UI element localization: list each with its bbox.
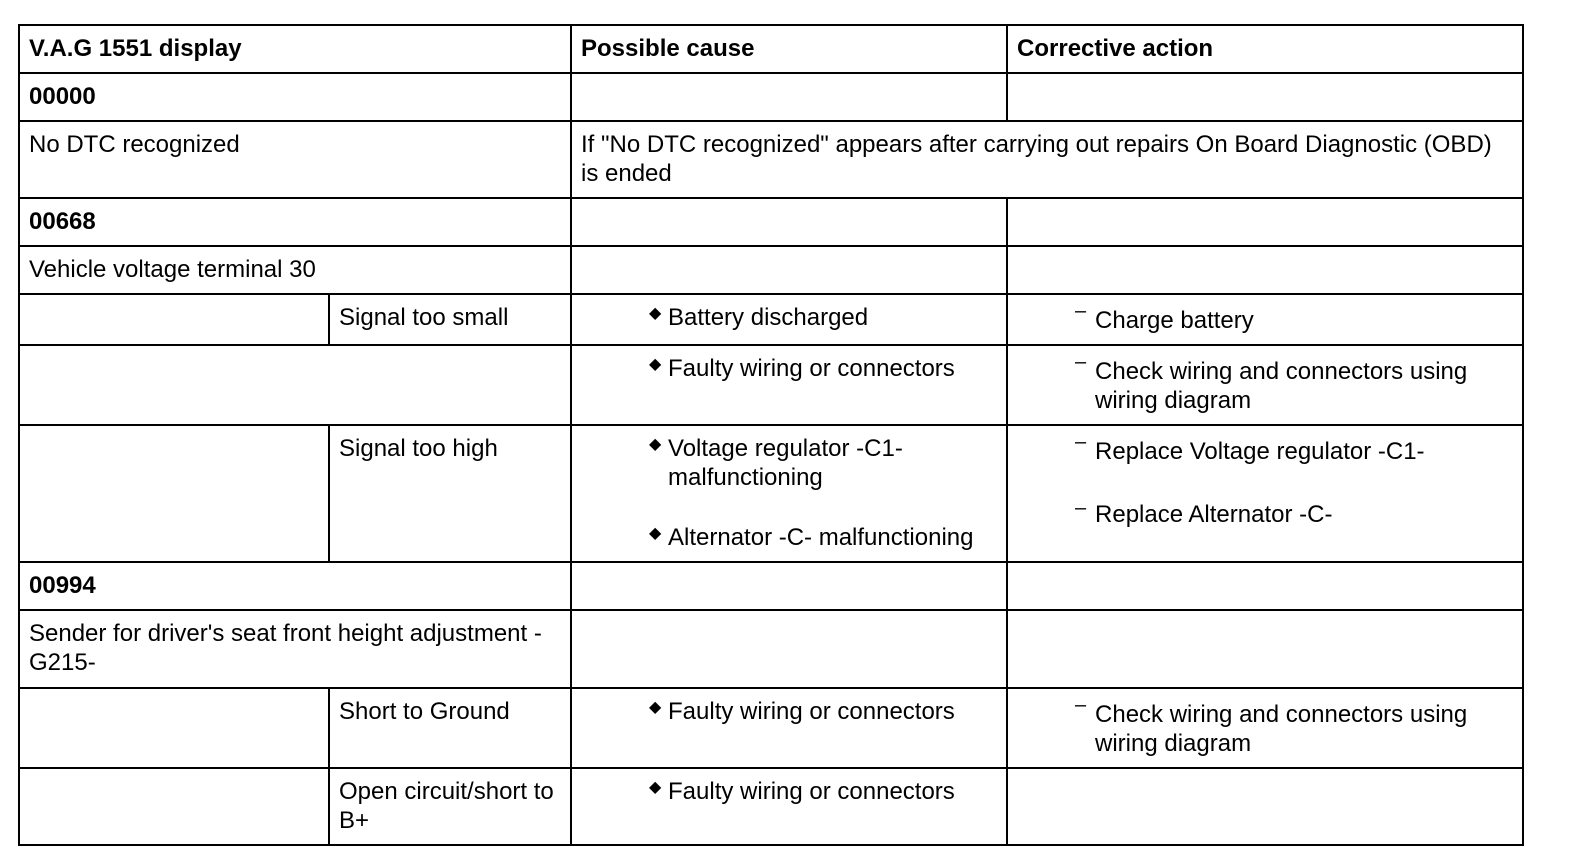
bullet-icon: ◆ [649,779,662,796]
empty-cell [19,768,329,845]
table-row [19,610,1523,688]
bullet-icon: ◆ [649,699,662,716]
dash-icon: – [1075,497,1087,519]
empty-cell [571,73,1007,121]
empty-cell [19,425,329,562]
action-cell [1007,294,1523,345]
table-row [19,768,1523,845]
empty-cell [571,246,1007,294]
empty-cell [1007,198,1523,246]
dash-icon: – [1075,431,1087,453]
bullet-icon: ◆ [649,436,662,453]
cause-item [581,434,997,492]
action-text: Replace Alternator -C- [1095,501,1333,528]
empty-cell [19,688,329,768]
action-cell [1007,425,1523,562]
fault-type: Short to Ground [329,688,571,768]
cause-text: Alternator -C- malfunctioning [668,524,974,551]
action-item [1017,497,1513,529]
cause-item [581,303,997,332]
cause-text: Battery discharged [668,304,869,331]
empty-cell [1007,73,1523,121]
action-cell [1007,345,1523,425]
dtc-code: 00994 [19,562,571,610]
empty-cell [19,345,571,425]
table-row [19,562,1523,610]
action-text: Replace Voltage regulator -C1- [1095,438,1425,465]
action-item [1017,300,1513,335]
bullet-icon: ◆ [649,525,662,542]
empty-cell [1007,246,1523,294]
cause-cell [571,294,1007,345]
cause-text: Faulty wiring or connectors [668,355,955,382]
table-row [19,246,1523,294]
empty-cell [571,610,1007,688]
dtc-description: No DTC recognized [19,121,571,198]
table-row [19,121,1523,198]
action-item [1017,431,1513,466]
cause-cell [571,345,1007,425]
header-display: V.A.G 1551 display [19,25,571,73]
dash-icon: – [1075,694,1087,716]
empty-cell [1007,768,1523,845]
fault-type: Signal too small [329,294,571,345]
table-row [19,294,1523,345]
action-text: Check wiring and connectors using wiring diagram [1095,701,1468,757]
dash-icon: – [1075,300,1087,322]
empty-cell [19,294,329,345]
dtc-description: Vehicle voltage terminal 30 [19,246,571,294]
cause-text: Faulty wiring or connectors [668,778,955,805]
fault-type: Signal too high [329,425,571,562]
dtc-table [18,24,1524,846]
action-cell [1007,688,1523,768]
bullet-icon: ◆ [649,356,662,373]
empty-cell [571,562,1007,610]
header-cause: Possible cause [571,25,1007,73]
header-row [19,25,1523,73]
dtc-description: Sender for driver's seat front height adjustment -G215- [19,610,571,688]
cause-text: Voltage regulator -C1- malfunctioning [668,435,903,491]
fault-type: Open circuit/short to B+ [329,768,571,845]
cause-item [581,697,997,726]
cause-cell [571,768,1007,845]
table-row [19,688,1523,768]
bullet-icon: ◆ [649,305,662,322]
empty-cell [1007,562,1523,610]
action-text: Charge battery [1095,307,1254,334]
table-row [19,425,1523,562]
dash-icon: – [1075,351,1087,373]
header-action: Corrective action [1007,25,1523,73]
empty-cell [1007,610,1523,688]
action-item [1017,694,1513,758]
action-text: Check wiring and connectors using wiring diagram [1095,358,1468,414]
cause-item [581,523,997,552]
empty-cell [571,198,1007,246]
cause-item [581,777,997,806]
cause-text: Faulty wiring or connectors [668,698,955,725]
dtc-note: If "No DTC recognized" appears after carrying out repairs On Board Diagnostic (OBD) is ended [571,121,1523,198]
table-row [19,73,1523,121]
dtc-code: 00000 [19,73,571,121]
table-row [19,345,1523,425]
cause-item [581,354,997,383]
table-row [19,198,1523,246]
cause-cell [571,688,1007,768]
action-item [1017,351,1513,415]
cause-cell [571,425,1007,562]
dtc-code: 00668 [19,198,571,246]
